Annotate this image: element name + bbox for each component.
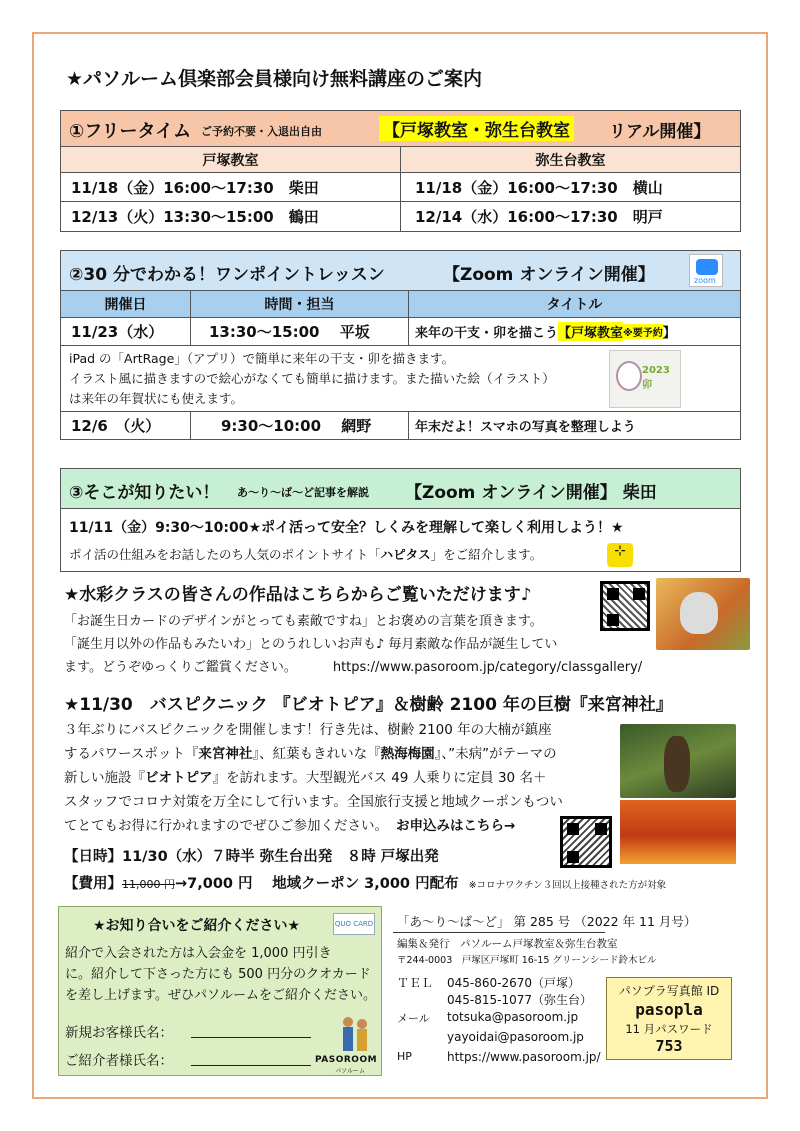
person-icon bbox=[357, 1019, 367, 1029]
referrer-label: ご紹介者様氏名： bbox=[65, 1053, 173, 1069]
desc-line: iPad の「ArtRage」（アプリ）で簡単に来年の干支・卯を描きます。 bbox=[69, 351, 455, 366]
bus-text-part: するパワースポット『 bbox=[64, 746, 199, 762]
quo-card-icon: QUO CARD bbox=[333, 913, 375, 935]
password-label: 11 月パスワード bbox=[625, 1022, 713, 1036]
couple-illustration bbox=[343, 1017, 369, 1053]
zoom-label: zoom bbox=[694, 276, 716, 285]
col-totsuka: 戸塚教室 bbox=[61, 147, 401, 172]
kinomiya-name: 来宮神社 bbox=[198, 746, 253, 762]
tel-label: ＴＥＬ bbox=[397, 976, 434, 990]
one-point-header bbox=[61, 251, 740, 291]
pasopla-box bbox=[606, 977, 732, 1060]
free-time-row: 12/14（水）16:00～17:30 明戸 bbox=[415, 208, 663, 226]
explain-heading: ③そこが知りたい！ bbox=[69, 483, 220, 503]
explain-header bbox=[61, 469, 740, 509]
explain-line2 bbox=[69, 545, 542, 563]
explain-section bbox=[60, 468, 741, 572]
fee-new: →7,000 円 地域クーポン 3,000 円配布 bbox=[175, 876, 459, 892]
gallery-qr-code[interactable] bbox=[600, 581, 650, 631]
lesson-title-reserve: ※要予約 bbox=[623, 324, 663, 339]
intro-line: 紹介で入会された方は入会金を 1,000 円引き bbox=[65, 946, 332, 961]
one-point-online: 【Zoom オンライン開催】 bbox=[443, 265, 655, 285]
tree-photo bbox=[620, 724, 736, 798]
bus-text bbox=[64, 718, 563, 838]
cat-painting-image bbox=[656, 578, 750, 650]
bus-text-part: 新しい施設『 bbox=[64, 770, 145, 786]
password: 753 bbox=[655, 1037, 683, 1055]
hapitas-icon: ⊹ bbox=[607, 543, 633, 567]
bus-text-part: てとてもお得に行かれますのでぜひご参加ください。 bbox=[64, 818, 388, 834]
fee-old: 11,000 円 bbox=[122, 878, 175, 891]
bus-text-part: 』、紅葉もきれいな『 bbox=[252, 746, 381, 762]
free-time-row: 11/18（金）16:00～17:30 柴田 bbox=[61, 173, 401, 201]
gallery-url[interactable]: https://www.pasoroom.jp/category/classgallery/ bbox=[332, 660, 643, 675]
person-icon bbox=[343, 1017, 353, 1027]
bus-line bbox=[64, 742, 563, 766]
autumn-photo bbox=[620, 800, 736, 864]
col-time: 時間・担当 bbox=[191, 291, 409, 317]
lesson-time: 9:30～10:00 網野 bbox=[191, 412, 409, 439]
new-customer-label: 新規お客様氏名： bbox=[65, 1025, 173, 1041]
bus-fee bbox=[64, 872, 666, 893]
bus-line bbox=[64, 766, 563, 790]
bus-line: スタッフでコロナ対策を万全にして行います。全国旅行支援と地域クーポンもつい bbox=[64, 794, 563, 810]
watercolor-line bbox=[64, 656, 642, 679]
bus-qr-code[interactable] bbox=[560, 816, 612, 868]
free-time-section bbox=[60, 110, 741, 232]
lesson-date: 12/6 （火） bbox=[61, 412, 191, 439]
bus-text-part: 』を訪れます。大型観光バス 49 人乗りに定員 30 名＋ bbox=[212, 770, 547, 786]
explain-sub: あ～り～ば～ど記事を解説 bbox=[237, 486, 369, 499]
baien-name: 熱海梅園 bbox=[380, 746, 435, 762]
pasopla-id: pasopla bbox=[635, 1000, 703, 1019]
desc-line: は来年の年賀状にも使えます。 bbox=[69, 391, 244, 406]
tree-icon bbox=[664, 736, 690, 792]
watercolor-line: 「誕生月以外の作品もみたいわ」とのうれしいお声も♪ 毎月素敵な作品が誕生してい bbox=[64, 637, 558, 652]
page-title: ★パソルーム倶楽部会員様向け無料講座のご案内 bbox=[66, 68, 483, 90]
lesson-title-venue: 【戸塚教室 bbox=[558, 322, 623, 341]
mail-label: メール bbox=[397, 1012, 430, 1025]
lesson-date: 11/23（水） bbox=[61, 318, 191, 345]
col-date: 開催日 bbox=[61, 291, 191, 317]
bus-line: ３年ぶりにバスピクニックを開催します！行き先は、樹齢 2100 年の大楠が鎮座 bbox=[64, 722, 552, 738]
illus-text: 2023 卯 bbox=[642, 365, 670, 391]
explain-line1: 11/11（金）9:30～10:00★ポイ活って安全？しくみを理解して楽しく利用しよう！★ bbox=[69, 520, 624, 536]
introduce-text bbox=[65, 943, 376, 1006]
person-body bbox=[343, 1027, 353, 1051]
one-point-heading: ②30 分でわかる！ワンポイントレッスン bbox=[69, 265, 385, 285]
one-point-section bbox=[60, 250, 741, 440]
fee-note: ※コロナワクチン３回以上接種された方が対象 bbox=[468, 880, 667, 891]
intro-line: に。紹介して下さった方にも 500 円分のクオカード bbox=[65, 967, 371, 982]
biotopia-name: ビオトピア bbox=[145, 770, 213, 786]
pasoroom-logo-sub: パソルーム bbox=[335, 1068, 366, 1075]
address: 〒244-0003 戸塚区戸塚町 16-15 グリーンシード鈴木ビル bbox=[397, 955, 657, 966]
desc-line: イラスト風に描きますので絵心がなくても簡単に描けます。また描いた絵（イラスト） bbox=[69, 371, 555, 386]
tel-yayoidai: 045-815-1077（弥生台） bbox=[447, 993, 593, 1007]
pasoroom-logo: PASOROOM bbox=[315, 1055, 378, 1065]
free-time-venue: 【戸塚教室・弥生台教室 bbox=[379, 116, 574, 141]
lesson-title bbox=[409, 318, 740, 345]
person-body bbox=[357, 1029, 367, 1051]
bus-heading: ★11/30 バスピクニック 『ビオトピア』＆樹齢 2100 年の巨樹『来宮神社』 bbox=[64, 695, 673, 715]
tel-totsuka: 045-860-2670（戸塚） bbox=[447, 976, 581, 990]
free-time-note: ご予約不要・入退出自由 bbox=[201, 125, 322, 138]
divider bbox=[393, 932, 605, 933]
rabbit-icon bbox=[616, 361, 642, 391]
issue-line: 「あ～り～ば～ど」 第 285 号 （2022 年 11 月号） bbox=[397, 914, 697, 929]
apply-link[interactable]: お申込みはこちら→ bbox=[396, 818, 516, 834]
hp-label: HP bbox=[397, 1050, 412, 1063]
explain-online: 【Zoom オンライン開催】 柴田 bbox=[405, 483, 657, 503]
pasopla-id-label: パソプラ写真館 ID bbox=[618, 984, 720, 998]
publisher: 編集＆発行 パソルーム戸塚教室＆弥生台教室 bbox=[397, 938, 618, 950]
mail-yayoidai[interactable]: yayoidai@pasoroom.jp bbox=[447, 1030, 584, 1044]
watercolor-text bbox=[64, 610, 642, 679]
col-title: タイトル bbox=[409, 291, 740, 317]
rabbit-illustration bbox=[609, 350, 681, 408]
free-time-header bbox=[61, 111, 740, 147]
referrer-field[interactable] bbox=[191, 1065, 311, 1066]
bus-line bbox=[64, 814, 563, 838]
lesson-title-end: 】 bbox=[662, 326, 676, 341]
zoom-logo bbox=[689, 254, 723, 287]
free-time-heading: ①フリータイム bbox=[69, 121, 192, 142]
explain-text: 」をご紹介します。 bbox=[430, 547, 543, 562]
zoom-icon bbox=[696, 259, 718, 275]
introduce-heading: ★お知り合いをご紹介ください★ bbox=[93, 918, 301, 934]
col-yayoidai: 弥生台教室 bbox=[535, 152, 606, 169]
mail-totsuka[interactable]: totsuka@pasoroom.jp bbox=[447, 1010, 579, 1024]
fee-label: 【費用】 bbox=[64, 876, 122, 892]
free-time-row: 11/18（金）16:00～17:30 横山 bbox=[415, 178, 663, 197]
new-customer-field[interactable] bbox=[191, 1037, 311, 1038]
watercolor-heading: ★水彩クラスの皆さんの作品はこちらからご覧いただけます♪ bbox=[64, 585, 532, 605]
free-time-row: 12/13（火）13:30～15:00 鶴田 bbox=[61, 202, 401, 231]
introduce-box bbox=[58, 906, 382, 1076]
homepage-link[interactable]: https://www.pasoroom.jp/ bbox=[447, 1050, 601, 1064]
lesson-title: 年末だよ！スマホの写真を整理しよう bbox=[415, 420, 636, 435]
intro-line: を差し上げます。ぜひパソルームをご紹介ください。 bbox=[65, 988, 376, 1003]
bus-date: 【日時】11/30（水）７時半 弥生台出発 ８時 戸塚出発 bbox=[64, 849, 439, 865]
watercolor-line: 「お誕生日カードのデザインがとっても素敵ですね」とお褒めの言葉を頂きます。 bbox=[64, 614, 543, 629]
watercolor-line3: ます。どうぞゆっくりご鑑賞ください。 bbox=[64, 660, 297, 675]
lesson-title-main: 来年の干支・卯を描こう bbox=[415, 326, 559, 341]
explain-text: ポイ活の仕組みをお話したのち人気のポイントサイト「 bbox=[69, 547, 381, 562]
free-time-real: リアル開催】 bbox=[609, 122, 711, 142]
lesson-time: 13:30～15:00 平坂 bbox=[191, 318, 409, 345]
cat-icon bbox=[680, 592, 718, 634]
bus-text-part: 』、”未病”がテーマの bbox=[434, 746, 557, 762]
hapitas-name: ハピタス bbox=[380, 547, 431, 562]
